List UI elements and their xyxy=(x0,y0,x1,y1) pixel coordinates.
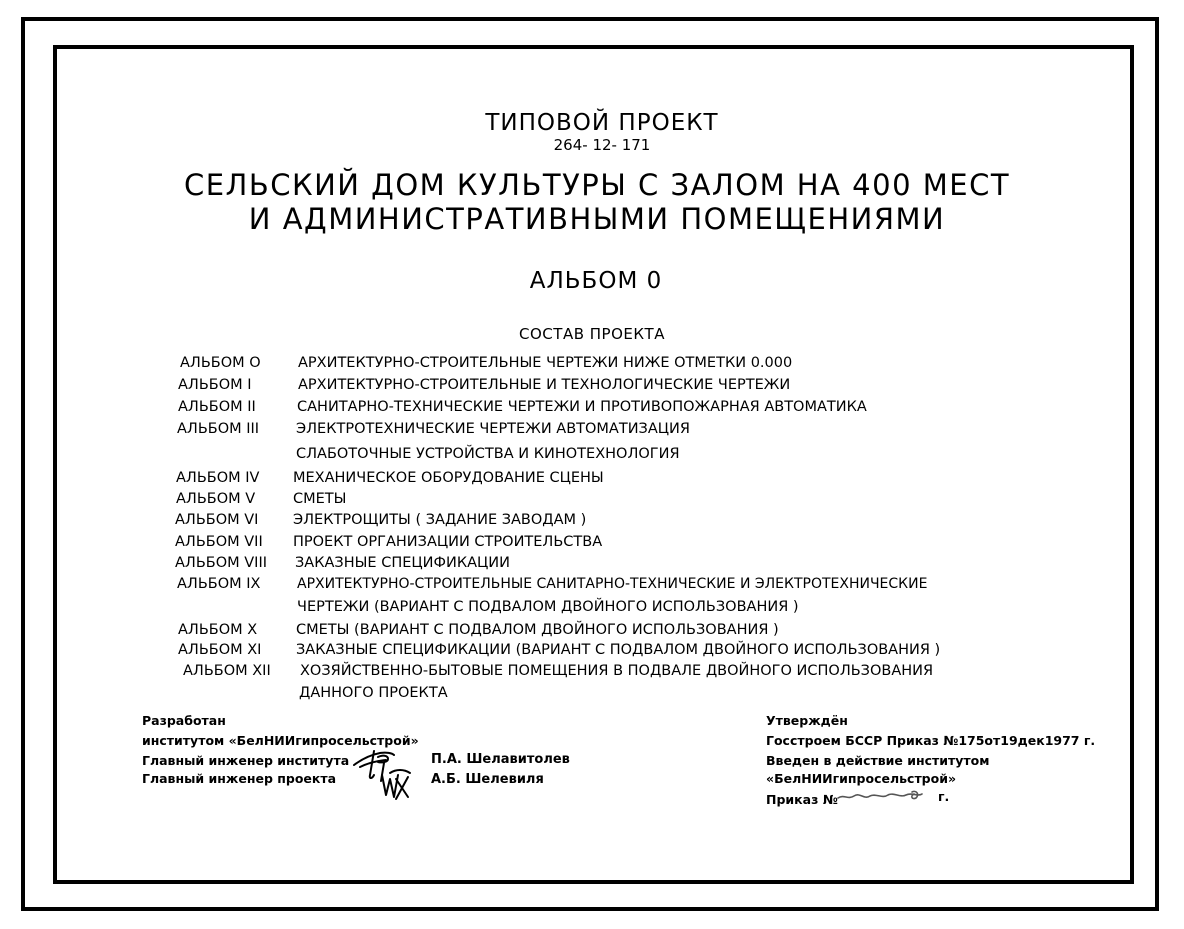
album-label: АЛЬБОМ О xyxy=(180,355,261,371)
developed-label: Разработан xyxy=(142,713,226,728)
album-label: АЛЬБОМ VIII xyxy=(175,555,267,571)
album-description: САНИТАРНО-ТЕХНИЧЕСКИЕ ЧЕРТЕЖИ И ПРОТИВОПОЖАРНАЯ АВТОМАТИКА xyxy=(297,399,867,415)
album-description-continued: ЧЕРТЕЖИ (ВАРИАНТ С ПОДВАЛОМ ДВОЙНОГО ИСПОЛЬЗОВАНИЯ ) xyxy=(297,599,799,615)
album-label: АЛЬБОМ VI xyxy=(175,512,259,528)
album-description: ПРОЕКТ ОРГАНИЗАЦИИ СТРОИТЕЛЬСТВА xyxy=(293,534,603,550)
chief-engineer-institute-name: П.А. Шелавитолев xyxy=(431,752,570,767)
album-description-continued: ДАННОГО ПРОЕКТА xyxy=(299,685,448,701)
album-label: АЛЬБОМ I xyxy=(178,377,252,393)
chief-engineer-institute-label: Главный инженер института xyxy=(142,753,350,768)
album-label: АЛЬБОМ XII xyxy=(183,663,271,679)
album-description: ЭЛЕКТРОТЕХНИЧЕСКИЕ ЧЕРТЕЖИ АВТОМАТИЗАЦИЯ xyxy=(296,421,690,437)
album-label: АЛЬБОМ II xyxy=(178,399,256,415)
enacted-label: Введен в действие институтом xyxy=(766,753,990,768)
album-label: АЛЬБОМ III xyxy=(177,421,260,437)
developer-institute: институтом «БелНИИгипросельстрой» xyxy=(142,733,419,748)
enactment-order-label: Приказ № xyxy=(766,792,838,807)
album-description: СМЕТЫ (ВАРИАНТ С ПОДВАЛОМ ДВОЙНОГО ИСПОЛЬЗОВАНИЯ ) xyxy=(296,622,779,638)
album-description: СМЕТЫ xyxy=(293,491,347,507)
album-description: МЕХАНИЧЕСКОЕ ОБОРУДОВАНИЕ СЦЕНЫ xyxy=(293,470,604,486)
album-number: АЛЬБОМ 0 xyxy=(529,268,663,294)
chief-engineer-project-name: А.Б. Шелевиля xyxy=(431,772,544,787)
album-description-continued: СЛАБОТОЧНЫЕ УСТРОЙСТВА И КИНОТЕХНОЛОГИЯ xyxy=(296,446,680,462)
album-description: ЭЛЕКТРОЩИТЫ ( ЗАДАНИЕ ЗАВОДАМ ) xyxy=(293,512,587,528)
approval-order: Госстроем БССР Приказ №175от19дек1977 г. xyxy=(766,733,1096,748)
album-label: АЛЬБОМ XI xyxy=(178,642,262,658)
contents-title: СОСТАВ ПРОЕКТА xyxy=(519,325,665,343)
album-label: АЛЬБОМ IV xyxy=(176,470,260,486)
album-description: АРХИТЕКТУРНО-СТРОИТЕЛЬНЫЕ ЧЕРТЕЖИ НИЖЕ ОТМЕТКИ 0.000 xyxy=(298,355,793,371)
document-type-title: ТИПОВОЙ ПРОЕКТ xyxy=(485,110,719,136)
album-label: АЛЬБОМ X xyxy=(178,622,258,638)
approved-label: Утверждён xyxy=(766,713,848,728)
project-code: 264- 12- 171 xyxy=(553,136,651,154)
faded-handwritten-number xyxy=(836,788,936,804)
project-heading-line1: СЕЛЬСКИЙ ДОМ КУЛЬТУРЫ С ЗАЛОМ НА 400 МЕСТ xyxy=(183,168,1011,202)
album-label: АЛЬБОМ IX xyxy=(177,576,261,592)
album-description: ХОЗЯЙСТВЕННО-БЫТОВЫЕ ПОМЕЩЕНИЯ В ПОДВАЛЕ ДВОЙНОГО ИСПОЛЬЗОВАНИЯ xyxy=(300,663,934,679)
album-label: АЛЬБОМ V xyxy=(176,491,256,507)
album-description: АРХИТЕКТУРНО-СТРОИТЕЛЬНЫЕ И ТЕХНОЛОГИЧЕСКИЕ ЧЕРТЕЖИ xyxy=(298,377,791,393)
album-description: ЗАКАЗНЫЕ СПЕЦИФИКАЦИИ (ВАРИАНТ С ПОДВАЛОМ ДВОЙНОГО ИСПОЛЬЗОВАНИЯ ) xyxy=(296,642,941,658)
handwritten-signatures xyxy=(352,745,428,805)
chief-engineer-project-label: Главный инженер проекта xyxy=(142,771,337,786)
enactment-order-year-suffix: г. xyxy=(938,789,950,804)
project-heading-line2: И АДМИНИСТРАТИВНЫМИ ПОМЕЩЕНИЯМИ xyxy=(248,202,946,236)
album-description: АРХИТЕКТУРНО-СТРОИТЕЛЬНЫЕ САНИТАРНО-ТЕХНИЧЕСКИЕ И ЭЛЕКТРОТЕХНИЧЕСКИЕ xyxy=(297,576,928,592)
album-label: АЛЬБОМ VII xyxy=(175,534,263,550)
album-description: ЗАКАЗНЫЕ СПЕЦИФИКАЦИИ xyxy=(295,555,510,571)
enacting-institute: «БелНИИгипросельстрой» xyxy=(766,771,957,786)
